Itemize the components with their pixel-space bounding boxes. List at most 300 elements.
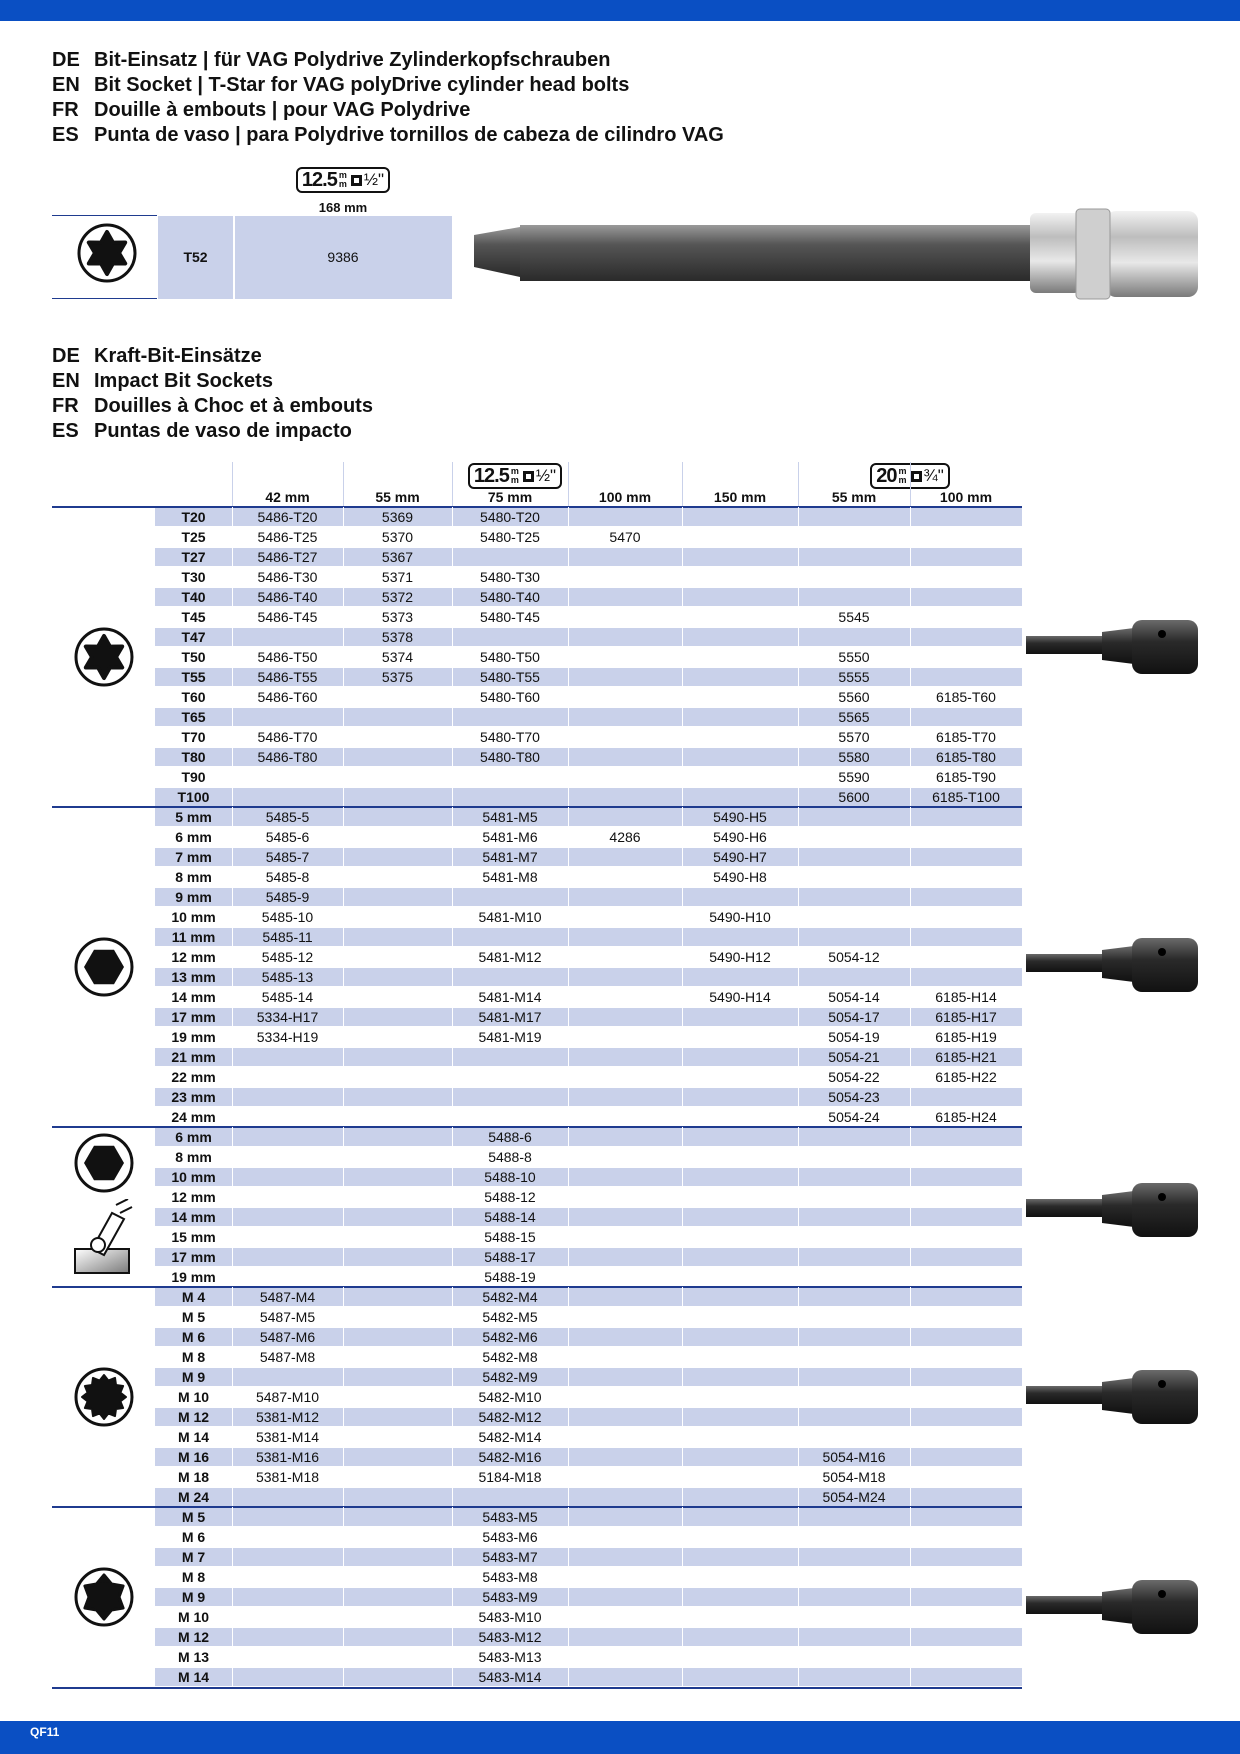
article-cell xyxy=(343,1347,452,1367)
column-divider xyxy=(910,1127,911,1287)
article-cell: 5482-M6 xyxy=(482,1329,538,1345)
size-cell: T45 xyxy=(181,609,206,625)
article-cell: 5481-M5 xyxy=(482,809,538,825)
heading-line xyxy=(52,419,373,444)
hexagon-icon xyxy=(74,937,134,997)
column-divider xyxy=(452,1507,453,1687)
article-cell xyxy=(682,1507,798,1527)
article-cell xyxy=(452,927,568,947)
drive-size-badge: 12.5 m m ½" xyxy=(468,463,562,489)
article-cell xyxy=(232,707,343,727)
article-cell: 5487-M5 xyxy=(259,1309,316,1325)
article-cell: 5483-M9 xyxy=(482,1589,538,1605)
section1-article: 9386 xyxy=(327,249,359,265)
article-cell xyxy=(798,967,910,987)
article-cell xyxy=(343,767,452,787)
torx-star-icon xyxy=(77,223,137,283)
page-code: QF11 xyxy=(30,1725,60,1739)
article-cell xyxy=(682,1047,798,1067)
article-cell xyxy=(568,1327,682,1347)
heading-text: Kraft-Bit-Einsätze xyxy=(94,345,262,367)
article-cell xyxy=(568,1287,682,1307)
article-cell xyxy=(568,927,682,947)
article-cell xyxy=(910,1227,1022,1247)
article-cell xyxy=(452,967,568,987)
article-cell: 5367 xyxy=(381,549,414,565)
article-cell: 6185-H17 xyxy=(935,1009,997,1025)
article-cell xyxy=(568,627,682,647)
article-cell: 5370 xyxy=(381,529,414,545)
article-cell xyxy=(910,947,1022,967)
article-cell xyxy=(682,547,798,567)
article-cell xyxy=(568,1107,682,1127)
article-cell xyxy=(682,667,798,687)
article-cell: 5486-T60 xyxy=(257,689,318,705)
article-cell xyxy=(568,1567,682,1587)
article-cell xyxy=(910,627,1022,647)
article-cell xyxy=(910,1327,1022,1347)
article-cell xyxy=(798,1247,910,1267)
article-cell xyxy=(343,827,452,847)
size-cell: M 9 xyxy=(181,1589,206,1605)
section1-drive-size xyxy=(234,167,452,193)
article-cell: 5487-M6 xyxy=(259,1329,316,1345)
article-cell xyxy=(568,1227,682,1247)
column-divider xyxy=(682,1127,683,1287)
article-cell xyxy=(682,1287,798,1307)
article-cell: 5486-T40 xyxy=(257,589,318,605)
size-cell: 17 mm xyxy=(171,1249,216,1265)
column-divider xyxy=(232,1287,233,1507)
article-cell xyxy=(910,1267,1022,1287)
article-cell xyxy=(343,1367,452,1387)
article-cell xyxy=(343,1307,452,1327)
article-cell xyxy=(568,847,682,867)
article-cell xyxy=(568,1407,682,1427)
column-divider xyxy=(682,1507,683,1687)
size-cell: M 10 xyxy=(177,1609,210,1625)
column-divider xyxy=(232,1507,233,1687)
article-cell xyxy=(568,1447,682,1467)
column-divider xyxy=(452,807,453,1127)
article-cell xyxy=(910,1367,1022,1387)
article-cell xyxy=(798,1307,910,1327)
article-cell xyxy=(910,1587,1022,1607)
article-cell xyxy=(452,767,568,787)
article-cell xyxy=(910,607,1022,627)
article-cell: 5481-M12 xyxy=(478,949,542,965)
language-code: ES xyxy=(52,420,79,442)
article-cell xyxy=(798,887,910,907)
article-cell: 5485-5 xyxy=(265,809,310,825)
article-cell xyxy=(232,627,343,647)
article-cell xyxy=(910,667,1022,687)
article-cell: 5378 xyxy=(381,629,414,645)
column-divider xyxy=(798,1507,799,1687)
article-cell xyxy=(910,1467,1022,1487)
column-divider xyxy=(568,807,569,1127)
article-cell: 5488-8 xyxy=(488,1149,532,1165)
article-cell xyxy=(568,1667,682,1687)
article-cell xyxy=(568,987,682,1007)
article-cell: 6185-H24 xyxy=(935,1109,997,1125)
article-cell xyxy=(343,1667,452,1687)
article-cell xyxy=(568,1387,682,1407)
article-cell xyxy=(568,1167,682,1187)
article-cell xyxy=(910,827,1022,847)
size-cell: T40 xyxy=(181,589,206,605)
article-cell xyxy=(343,747,452,767)
article-cell xyxy=(798,627,910,647)
article-cell: 5482-M14 xyxy=(478,1429,542,1445)
article-cell xyxy=(568,1007,682,1027)
article-cell: 5481-M17 xyxy=(478,1009,542,1025)
article-cell xyxy=(910,1087,1022,1107)
article-cell: 5480-T45 xyxy=(480,609,540,625)
article-cell: 5485-7 xyxy=(265,849,310,865)
article-cell: 5334-H19 xyxy=(256,1029,319,1045)
column-divider xyxy=(682,462,683,507)
article-cell xyxy=(452,1047,568,1067)
table-bottom-rule xyxy=(52,1687,1022,1689)
article-cell: 5480-T80 xyxy=(480,749,540,765)
article-cell xyxy=(232,1267,343,1287)
size-cell: M 13 xyxy=(177,1649,210,1665)
article-cell: 5480-T50 xyxy=(480,649,540,665)
article-cell xyxy=(682,1327,798,1347)
article-cell: 5334-H17 xyxy=(256,1009,319,1025)
article-cell: 5184-M18 xyxy=(478,1469,542,1485)
column-divider xyxy=(343,462,344,507)
article-cell xyxy=(682,567,798,587)
article-cell xyxy=(910,807,1022,827)
column-divider xyxy=(798,1127,799,1287)
article-cell: 5600 xyxy=(838,789,870,805)
article-cell xyxy=(910,1307,1022,1327)
drive-size-badge: 20 m m ¾" xyxy=(870,463,949,489)
article-cell: 5486-T80 xyxy=(257,749,318,765)
square-drive-icon xyxy=(523,471,534,482)
size-cell: M 10 xyxy=(177,1389,210,1405)
article-cell: 5481-M7 xyxy=(482,849,538,865)
article-cell xyxy=(343,1267,452,1287)
column-divider xyxy=(343,807,344,1127)
ribe-impact-socket-image xyxy=(1024,1572,1204,1642)
article-cell: 5470 xyxy=(609,529,641,545)
article-cell xyxy=(232,1107,343,1127)
article-cell: 4286 xyxy=(609,829,641,845)
size-cell: T60 xyxy=(181,689,206,705)
article-cell: 5381-M14 xyxy=(255,1429,320,1445)
article-cell xyxy=(568,1307,682,1327)
article-cell xyxy=(682,1667,798,1687)
size-cell: M 9 xyxy=(181,1369,206,1385)
article-cell: 5381-M12 xyxy=(255,1409,320,1425)
article-cell xyxy=(798,1527,910,1547)
article-cell: 5381-M18 xyxy=(255,1469,320,1485)
article-cell: 5054-M16 xyxy=(822,1449,886,1465)
article-cell: 5555 xyxy=(838,669,870,685)
article-cell xyxy=(798,1587,910,1607)
article-cell xyxy=(910,1147,1022,1167)
article-cell: 5485-12 xyxy=(261,949,314,965)
language-code: EN xyxy=(52,74,80,96)
article-cell: 5550 xyxy=(838,649,870,665)
article-cell xyxy=(682,1387,798,1407)
article-cell xyxy=(798,867,910,887)
spline-impact-socket-image xyxy=(1024,1362,1204,1432)
article-cell xyxy=(568,587,682,607)
article-cell: 5054-12 xyxy=(828,949,880,965)
article-cell xyxy=(910,547,1022,567)
column-header: 100 mm xyxy=(598,489,652,505)
article-cell xyxy=(682,647,798,667)
article-cell xyxy=(682,1547,798,1567)
article-cell: 5483-M10 xyxy=(478,1609,542,1625)
column-header: 100 mm xyxy=(939,489,993,505)
column-divider xyxy=(910,807,911,1127)
article-cell xyxy=(910,887,1022,907)
article-cell: 5486-T70 xyxy=(257,729,318,745)
article-cell: 5485-10 xyxy=(261,909,314,925)
article-cell: 5482-M10 xyxy=(478,1389,542,1405)
article-cell: 5488-12 xyxy=(484,1189,536,1205)
heading-text: Douilles à Choc et à embouts xyxy=(94,395,373,417)
article-cell: 5486-T27 xyxy=(257,549,318,565)
article-cell: 5490-H12 xyxy=(709,949,771,965)
size-cell: M 6 xyxy=(181,1329,206,1345)
article-cell xyxy=(568,1187,682,1207)
article-cell: 5381-M16 xyxy=(255,1449,320,1465)
article-cell: 5488-17 xyxy=(484,1249,536,1265)
size-cell: M 6 xyxy=(181,1529,206,1545)
column-divider xyxy=(682,807,683,1127)
article-cell xyxy=(910,707,1022,727)
column-header: 150 mm xyxy=(713,489,767,505)
article-cell xyxy=(343,1607,452,1627)
article-cell: 5490-H8 xyxy=(713,869,767,885)
column-header: 55 mm xyxy=(375,489,420,505)
article-cell: 5482-M8 xyxy=(482,1349,538,1365)
article-cell xyxy=(568,1607,682,1627)
article-cell xyxy=(910,967,1022,987)
size-cell: T50 xyxy=(181,649,206,665)
article-cell xyxy=(682,727,798,747)
article-cell: 5481-M10 xyxy=(478,909,542,925)
article-cell xyxy=(232,787,343,807)
article-cell xyxy=(343,1467,452,1487)
heading-text: Punta de vaso | para Polydrive tornillos de cabeza de cilindro VAG xyxy=(94,124,724,146)
article-cell: 5545 xyxy=(838,609,870,625)
article-cell xyxy=(682,1247,798,1267)
article-cell xyxy=(682,1087,798,1107)
article-cell: 6185-H19 xyxy=(935,1029,997,1045)
article-cell xyxy=(568,667,682,687)
article-cell xyxy=(568,1507,682,1527)
article-cell xyxy=(682,887,798,907)
article-cell xyxy=(568,807,682,827)
article-cell xyxy=(343,1167,452,1187)
article-cell: 6185-T90 xyxy=(936,769,996,785)
article-cell xyxy=(343,1407,452,1427)
article-cell xyxy=(568,1367,682,1387)
article-cell xyxy=(910,1447,1022,1467)
article-cell: 5481-M19 xyxy=(478,1029,542,1045)
column-divider xyxy=(568,462,569,507)
article-cell xyxy=(682,1447,798,1467)
article-cell: 5369 xyxy=(381,509,414,525)
article-cell xyxy=(910,1287,1022,1307)
article-cell xyxy=(798,1627,910,1647)
article-cell xyxy=(343,1247,452,1267)
article-cell: 5487-M10 xyxy=(255,1389,320,1405)
article-cell xyxy=(682,1067,798,1087)
size-cell: 23 mm xyxy=(171,1089,216,1105)
article-cell xyxy=(568,1627,682,1647)
article-cell xyxy=(910,1347,1022,1367)
article-cell: 5590 xyxy=(838,769,870,785)
heading-line xyxy=(52,123,724,148)
article-cell xyxy=(568,1267,682,1287)
article-cell xyxy=(682,967,798,987)
bottom-brand-bar xyxy=(0,1721,1240,1754)
article-cell: 5483-M8 xyxy=(482,1569,538,1585)
article-cell: 5486-T45 xyxy=(257,609,318,625)
article-cell xyxy=(232,1647,343,1667)
article-cell xyxy=(568,507,682,527)
article-cell xyxy=(682,787,798,807)
size-cell: M 4 xyxy=(181,1289,206,1305)
size-cell: M 24 xyxy=(177,1489,210,1505)
article-cell xyxy=(232,1367,343,1387)
article-cell xyxy=(568,687,682,707)
article-cell xyxy=(343,927,452,947)
article-cell xyxy=(682,1227,798,1247)
article-cell: 5570 xyxy=(838,729,870,745)
article-cell xyxy=(568,1247,682,1267)
article-cell xyxy=(343,787,452,807)
article-cell xyxy=(798,907,910,927)
article-cell xyxy=(343,1447,452,1467)
column-divider xyxy=(232,807,233,1127)
article-cell xyxy=(682,1027,798,1047)
article-cell xyxy=(343,1087,452,1107)
article-cell: 5488-15 xyxy=(484,1229,536,1245)
article-cell xyxy=(910,1627,1022,1647)
article-cell xyxy=(452,1487,568,1507)
article-cell: 5486-T55 xyxy=(257,669,318,685)
column-header: 42 mm xyxy=(265,489,310,505)
size-cell: T65 xyxy=(181,709,206,725)
size-cell: 14 mm xyxy=(171,989,216,1005)
article-cell: 5487-M8 xyxy=(259,1349,316,1365)
size-cell: 10 mm xyxy=(171,1169,216,1185)
article-cell xyxy=(343,1647,452,1667)
article-cell xyxy=(568,547,682,567)
article-cell: 5485-9 xyxy=(265,889,310,905)
article-cell: 5372 xyxy=(381,589,414,605)
article-cell: 5486-T25 xyxy=(257,529,318,545)
column-header: 75 mm xyxy=(487,489,533,505)
article-cell xyxy=(568,647,682,667)
article-cell: 5490-H6 xyxy=(713,829,767,845)
article-cell xyxy=(682,1167,798,1187)
article-cell xyxy=(798,1607,910,1627)
column-divider xyxy=(682,1287,683,1507)
size-cell: 11 mm xyxy=(171,929,216,945)
language-code: FR xyxy=(52,99,79,121)
article-cell: 5371 xyxy=(381,569,414,585)
column-divider xyxy=(568,1287,569,1507)
article-cell: 5487-M4 xyxy=(259,1289,316,1305)
article-cell xyxy=(343,1047,452,1067)
article-cell: 5485-6 xyxy=(265,829,310,845)
size-cell: M 12 xyxy=(177,1629,210,1645)
size-cell: 17 mm xyxy=(171,1009,216,1025)
size-cell: 24 mm xyxy=(171,1109,216,1125)
column-divider xyxy=(798,1287,799,1507)
article-cell xyxy=(568,1207,682,1227)
article-cell xyxy=(682,1207,798,1227)
column-divider xyxy=(798,807,799,1127)
size-cell: 21 mm xyxy=(171,1049,216,1065)
ribe-icon xyxy=(74,1567,134,1627)
column-divider xyxy=(343,1507,344,1687)
article-cell xyxy=(910,1667,1022,1687)
article-cell xyxy=(798,1187,910,1207)
section1-size: T52 xyxy=(183,249,208,265)
article-cell: 5482-M16 xyxy=(478,1449,542,1465)
article-cell xyxy=(682,1107,798,1127)
size-cell: T25 xyxy=(181,529,206,545)
ball-end-angle-icon xyxy=(72,1199,142,1275)
article-cell xyxy=(568,967,682,987)
article-cell xyxy=(343,687,452,707)
article-cell xyxy=(568,867,682,887)
article-cell xyxy=(232,1207,343,1227)
column-divider xyxy=(910,1507,911,1687)
article-cell xyxy=(232,1067,343,1087)
hex-impact-socket-image xyxy=(1024,930,1204,1000)
article-cell: 5482-M12 xyxy=(478,1409,542,1425)
article-cell xyxy=(910,1187,1022,1207)
article-cell xyxy=(798,1347,910,1367)
size-cell: T30 xyxy=(181,569,206,585)
article-cell xyxy=(568,607,682,627)
size-cell: 13 mm xyxy=(171,969,216,985)
size-cell: 8 mm xyxy=(175,1149,212,1165)
article-cell xyxy=(568,767,682,787)
size-cell: T100 xyxy=(177,789,210,805)
heading-text: Bit Socket | T-Star for VAG polyDrive cylinder head bolts xyxy=(94,74,630,96)
article-cell: 5054-14 xyxy=(828,989,880,1005)
spline-icon xyxy=(74,1367,134,1427)
article-cell: 5374 xyxy=(381,649,414,665)
article-cell xyxy=(682,747,798,767)
article-cell xyxy=(452,787,568,807)
column-divider xyxy=(568,1507,569,1687)
size-cell: 19 mm xyxy=(171,1029,216,1045)
article-cell xyxy=(798,567,910,587)
article-cell xyxy=(452,627,568,647)
article-cell xyxy=(682,1587,798,1607)
article-cell xyxy=(798,507,910,527)
article-cell: 6185-H14 xyxy=(935,989,997,1005)
article-cell xyxy=(682,1467,798,1487)
article-cell xyxy=(343,907,452,927)
article-cell: 5480-T55 xyxy=(480,669,540,685)
article-cell xyxy=(568,1067,682,1087)
